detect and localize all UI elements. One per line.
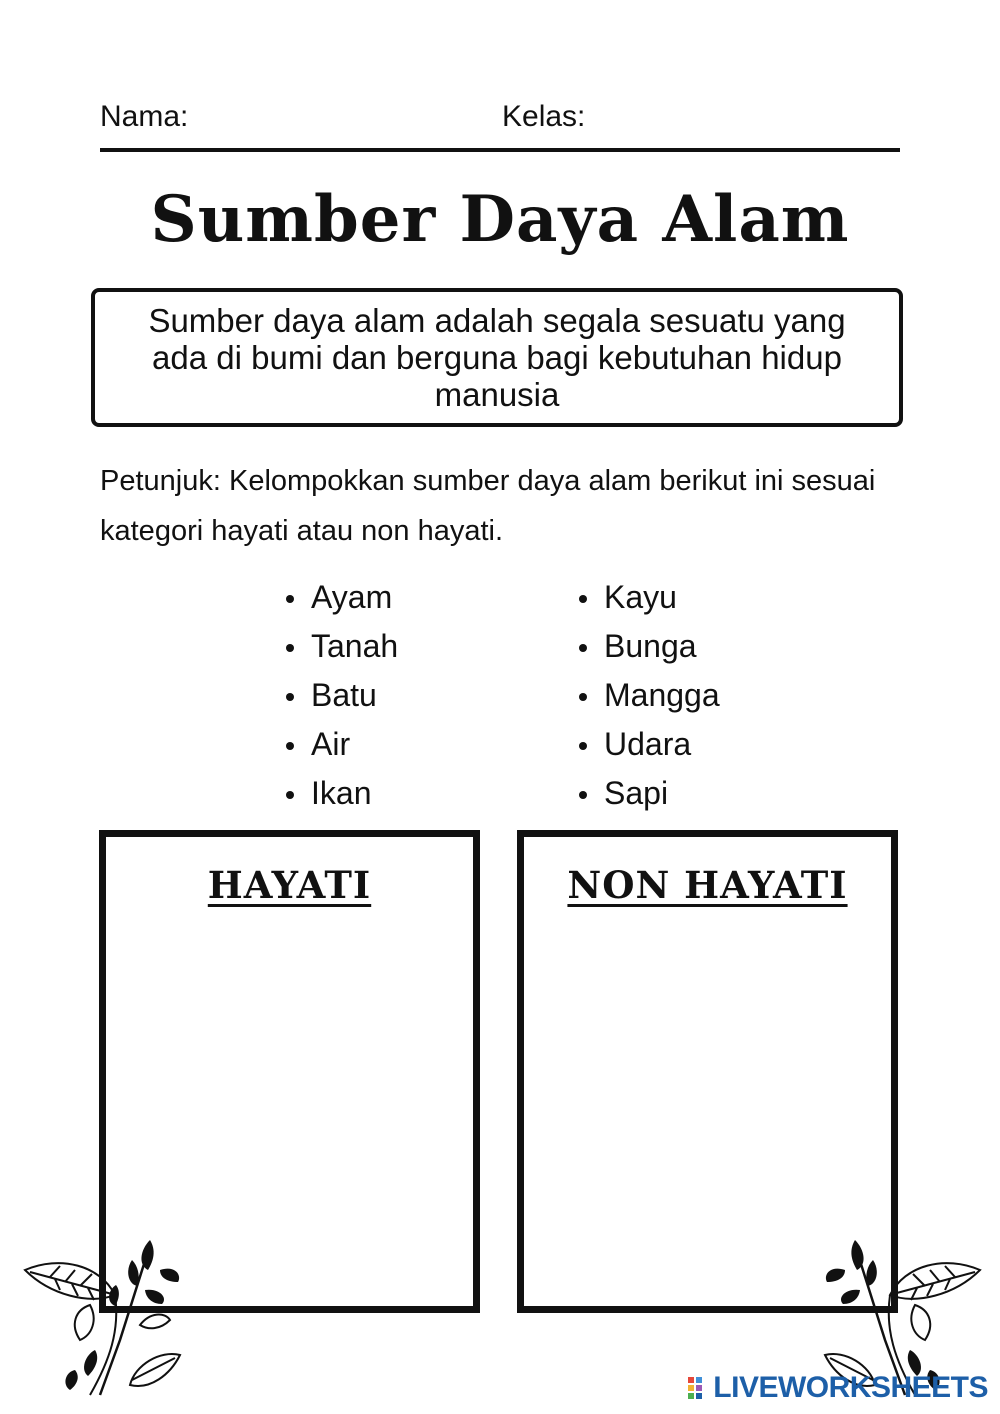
watermark-text: LIVEWORKSHEETS bbox=[713, 1371, 988, 1404]
definition-text: Sumber daya alam adalah segala sesuatu yang ada di bumi dan berguna bagi kebutuhan hidup manusia bbox=[148, 302, 846, 413]
class-label: Kelas: bbox=[502, 100, 586, 133]
list-item[interactable]: Sapi bbox=[577, 769, 720, 818]
list-item[interactable]: Mangga bbox=[577, 671, 720, 720]
list-item[interactable]: Ayam bbox=[284, 573, 398, 622]
list-item[interactable]: Kayu bbox=[577, 573, 720, 622]
liveworksheets-logo-icon bbox=[687, 1375, 709, 1401]
list-item[interactable]: Bunga bbox=[577, 622, 720, 671]
list-item[interactable]: Tanah bbox=[284, 622, 398, 671]
list-item[interactable]: Udara bbox=[577, 720, 720, 769]
instruction-text: Petunjuk: Kelompokkan sumber daya alam berikut ini sesuai kategori hayati atau non hayati. bbox=[100, 465, 876, 547]
name-label: Nama: bbox=[100, 100, 189, 133]
definition-box bbox=[91, 288, 903, 427]
list-item[interactable]: Ikan bbox=[284, 769, 398, 818]
header-divider bbox=[100, 148, 900, 152]
list-item[interactable]: Air bbox=[284, 720, 398, 769]
leaf-decoration-left-icon bbox=[20, 1230, 190, 1400]
liveworksheets-logo bbox=[687, 1371, 988, 1405]
page-title: Sumber Daya Alam bbox=[150, 182, 850, 257]
list-item[interactable]: Batu bbox=[284, 671, 398, 720]
non-hayati-heading: NON HAYATI bbox=[567, 863, 848, 907]
item-list-left bbox=[284, 573, 398, 818]
item-list-right bbox=[577, 573, 720, 818]
hayati-heading: HAYATI bbox=[207, 863, 372, 907]
